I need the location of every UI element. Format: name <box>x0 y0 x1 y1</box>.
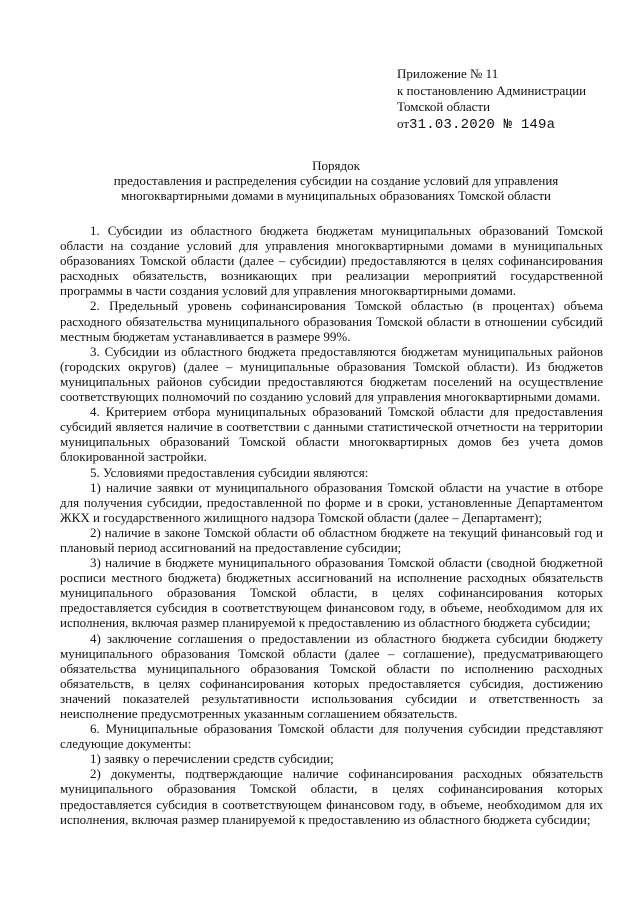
paragraph: 3. Субсидии из областного бюджета предоставляются бюджетам муниципальных районов (городских округов) (далее – муниципальные образования Томской области). Из бюджетов муниципальных районов субсидии предоставляются бюджетам поселений на осуществление соответствующих полномочий по созданию условий для управления многоквартирными домами. <box>60 343 603 405</box>
document-title <box>60 158 612 203</box>
paragraph: 2) наличие в законе Томской области об областном бюджете на текущий финансовый год и плановый период ассигнований на предоставление субсидии; <box>60 524 603 555</box>
paragraph: 4) заключение соглашения о предоставлении из областного бюджета субсидии бюджету муниципального образования Томской области (далее – соглашение), предусматривающего обязательства муниципального образования Томской области по исполнению расходных обязательств, в целях софинансирования которых предоставляется субсидия, достижению значений показателей результативности использования субсидии и ответственность за неисполнение предусмотренных указанным соглашением обязательств. <box>60 630 603 721</box>
paragraph: 3) наличие в бюджете муниципального образования Томской области (сводной бюджетной росписи местного бюджета) бюджетных ассигнований на исполнение расходных обязательств муниципального образования Томской области, в целях софинансирования которых предоставляется субсидия в соответствующем финансовом году, в объеме, необходимом для их исполнения, включая размер планируемой к предоставлению из областного бюджета субсидии; <box>60 555 603 631</box>
paragraph: 5. Условиями предоставления субсидии являются: <box>90 464 369 480</box>
paragraph: 4. Критерием отбора муниципальных образований Томской области для предоставления субсидий является наличие в соответствии с данными статистической отчетности на территории муниципальных образований Томской области многоквартирных домов без учета домов блокированной застройки. <box>60 404 603 465</box>
appendix-date-line <box>397 116 612 134</box>
appendix-header <box>397 66 612 133</box>
paragraph: 1. Субсидии из областного бюджета бюджетам муниципальных образований Томской области на создание условий для управления многоквартирными домами в муниципальных образованиях Томской области (далее – субсидии) предоставляются в целях софинансирования расходных обязательств, возникающих при реализации мероприятий государственной программы в части создания условий для управления многоквартирными домами. <box>60 223 603 299</box>
title-subtitle: предоставления и распределения субсидии на создание условий для управления многоквартирными домами в муниципальных образованиях Томской области <box>113 173 559 203</box>
paragraph: 2) документы, подтверждающие наличие софинансирования расходных обязательств муниципального образования Томской области, в целях софинансирования которых предоставляется субсидия в соответствующем финансовом году, в объеме, необходимом для их исполнения, включая размер планируемой к предоставлению из областного бюджета субсидии; <box>60 766 603 827</box>
date-stamp: 31.03.2020 № 149а <box>409 116 556 133</box>
appendix-region: Томской области <box>397 99 491 114</box>
date-prefix: от <box>397 115 410 131</box>
paragraph: 1) наличие заявки от муниципального образования Томской области на участие в отборе для получения субсидии, предоставленной по форме и в сроки, установленные Департаментом ЖКХ и государственного жилищного надзора Томской области (далее – Департамент); <box>60 479 603 525</box>
document-body <box>60 223 603 827</box>
paragraph: 2. Предельный уровень софинансирования Томской областью (в процентах) объема расходного обязательства муниципального образования Томской области в отношении субсидий местным бюджетам устанавливается в размере 99%. <box>60 298 603 344</box>
paragraph: 6. Муниципальные образования Томской области для получения субсидии представляют следующие документы: <box>60 721 603 752</box>
paragraph: 1) заявку о перечислении средств субсидии; <box>90 751 334 767</box>
appendix-resolution-ref: к постановлению Администрации <box>397 82 587 98</box>
title-heading: Порядок <box>312 158 360 173</box>
appendix-number: Приложение № 11 <box>397 66 499 81</box>
